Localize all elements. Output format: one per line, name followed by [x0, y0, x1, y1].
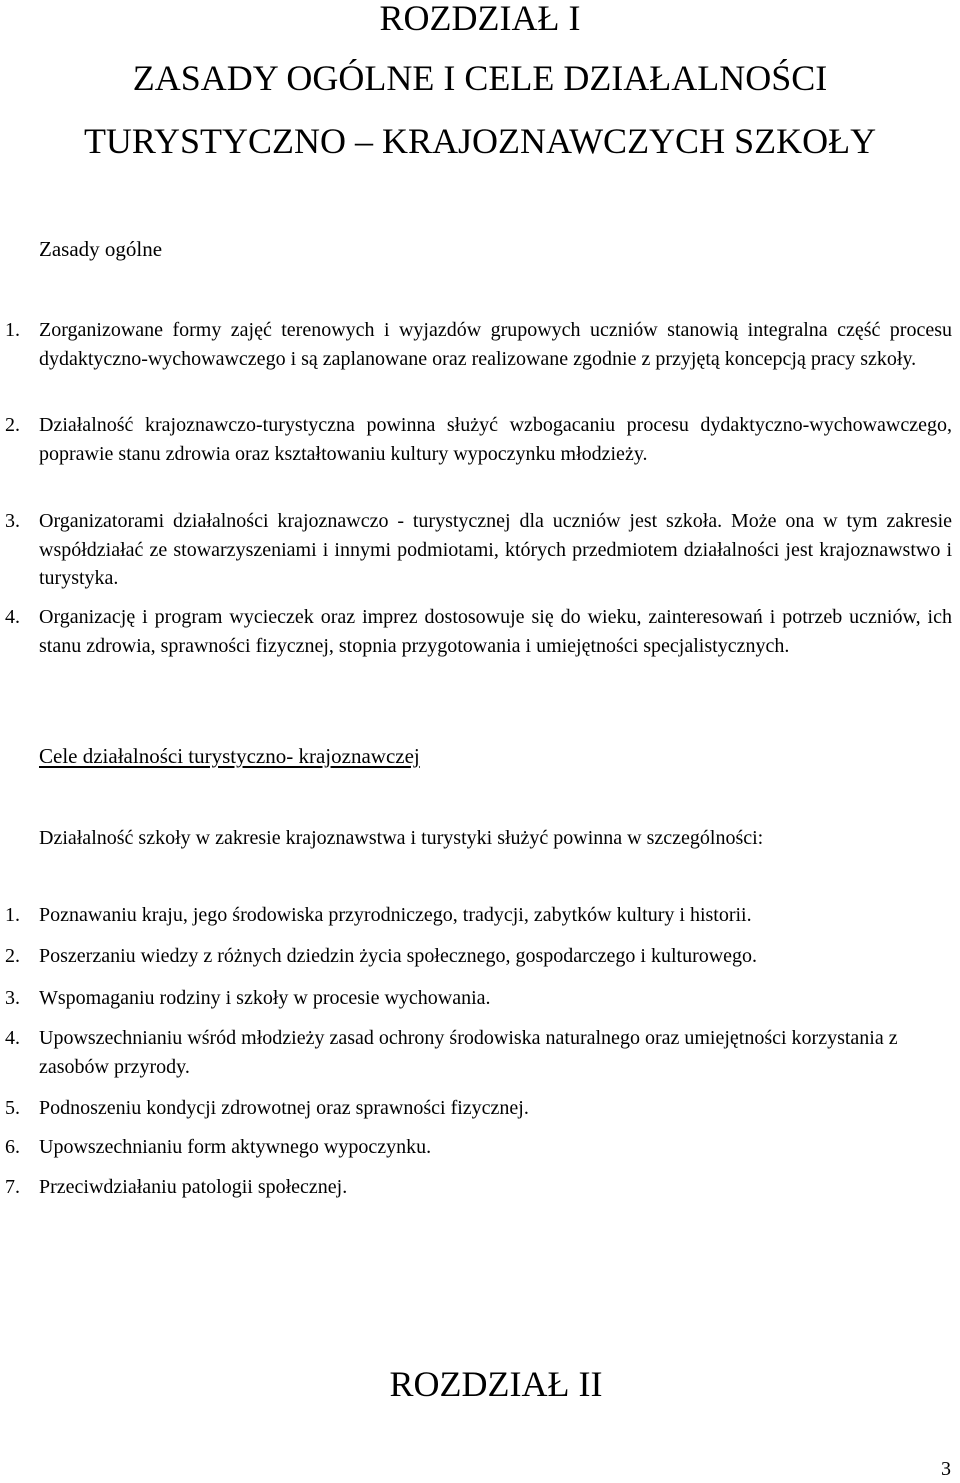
goal-item: [0, 1024, 952, 1081]
chapter-subtitle-line-1: ZASADY OGÓLNE I CELE DZIAŁALNOŚCI: [132, 58, 828, 98]
rule-item: [0, 316, 952, 373]
goal-item-text: Przeciwdziałaniu patologii społecznej.: [39, 1176, 348, 1198]
goal-item-text: Poznawaniu kraju, jego środowiska przyrodniczego, tradycji, zabytków kultury i historii.: [39, 904, 752, 926]
rule-item: [0, 411, 952, 468]
rule-item-number: 4.: [5, 606, 20, 628]
rule-item: [0, 507, 952, 593]
goal-item: [0, 984, 952, 1013]
goal-item-number: 1.: [5, 904, 20, 926]
rule-item-number: 1.: [5, 319, 20, 341]
goal-item-text: Upowszechnianiu wśród młodzieży zasad ochrony środowiska naturalnego oraz umiejętności korzystania z zasobów przyrody.: [39, 1027, 898, 1078]
goal-item-number: 7.: [5, 1176, 20, 1198]
goal-item: [0, 1094, 952, 1123]
goal-item-number: 2.: [5, 945, 20, 967]
goal-item: [0, 901, 952, 930]
section-heading-goals: Cele działalności turystyczno- krajoznawczej: [39, 744, 420, 768]
goal-item-number: 3.: [5, 987, 20, 1009]
goal-item-text: Upowszechnianiu form aktywnego wypoczynku.: [39, 1136, 432, 1158]
chapter-title: ROZDZIAŁ I: [379, 0, 581, 38]
goal-item-number: 6.: [5, 1136, 20, 1158]
goal-item-text: Wspomaganiu rodziny i szkoły w procesie wychowania.: [39, 987, 491, 1009]
goal-item: [0, 942, 952, 971]
goal-item-number: 4.: [5, 1027, 20, 1049]
chapter-subtitle-line-2: TURYSTYCZNO – KRAJOZNAWCZYCH SZKOŁY: [83, 121, 877, 161]
rule-item-number: 3.: [5, 510, 20, 532]
rule-item-text: Zorganizowane formy zajęć terenowych i wyjazdów grupowych uczniów stanowią integralna część procesu dydaktyczno-wychowawczego i są zaplanowane oraz realizowane zgodnie z przyjętą koncepcją pracy szkoły.: [39, 319, 952, 370]
goals-intro: Działalność szkoły w zakresie krajoznawstwa i turystyki służyć powinna w szczególności:: [39, 827, 764, 849]
rule-item-text: Działalność krajoznawczo-turystyczna powinna służyć wzbogacaniu procesu dydaktyczno-wychowawczego, poprawie stanu zdrowia oraz kształtowaniu kultury wypoczynku młodzieży.: [39, 414, 952, 465]
page-number: 3: [941, 1458, 951, 1480]
rule-item-text: Organizatorami działalności krajoznawczo - turystycznej dla uczniów jest szkoła. Może ona w tym zakresie współdziałać ze stowarzyszeniami i innymi podmiotami, których przedmiotem działalności jest krajoznawstwo i turystyka.: [39, 510, 952, 589]
rule-item-text: Organizację i program wycieczek oraz imprez dostosowuje się do wieku, zainteresowań i potrzeb uczniów, ich stanu zdrowia, sprawności fizycznej, stopnia przygotowania i umiejętności specjalistycznych.: [39, 606, 952, 657]
goal-item: [0, 1133, 952, 1162]
goal-item-text: Poszerzaniu wiedzy z różnych dziedzin życia społecznego, gospodarczego i kulturowego.: [39, 945, 758, 967]
chapter-2-title: ROZDZIAŁ II: [389, 1364, 603, 1404]
goal-item: [0, 1173, 952, 1202]
rule-item: [0, 603, 952, 660]
section-heading-general-rules: Zasady ogólne: [39, 237, 163, 261]
rule-item-number: 2.: [5, 414, 20, 436]
goal-item-text: Podnoszeniu kondycji zdrowotnej oraz sprawności fizycznej.: [39, 1097, 529, 1119]
goal-item-number: 5.: [5, 1097, 20, 1119]
